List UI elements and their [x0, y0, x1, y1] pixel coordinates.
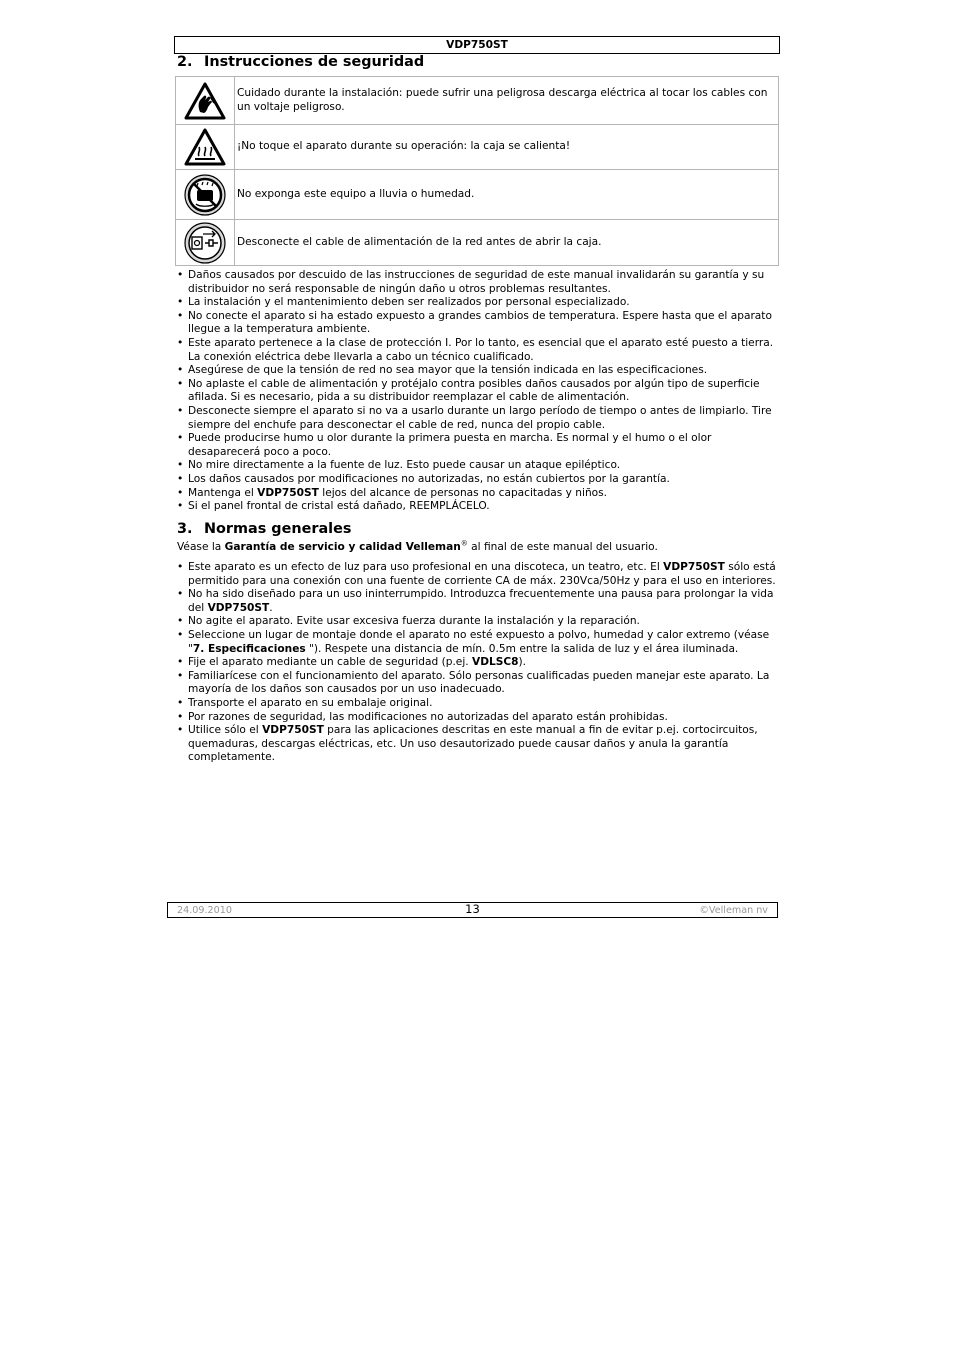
list-item: • Desconecte siempre el aparato si no va a usarlo durante un largo período de tiempo o antes de limpiarlo. Tire siempre del enchufe para desconectar el cable de red, nunca del propio cable. — [177, 405, 777, 432]
model-name: VDP750ST — [446, 39, 508, 51]
list-item: • Utilice sólo el VDP750ST para las aplicaciones descritas en este manual a fin de evitar p.ej. cortocircuitos, quemaduras, descargas eléctricas, etc. Un uso desautorizado puede causar daños y anula la garantía completamente. — [177, 724, 777, 765]
list-item: • No mire directamente a la fuente de luz. Esto puede causar un ataque epiléptico. — [177, 459, 777, 473]
warning-text: Desconecte el cable de alimentación de la red antes de abrir la caja. — [235, 220, 779, 266]
list-item: • Por razones de seguridad, las modificaciones no autorizadas del aparato están prohibidas. — [177, 711, 777, 725]
disconnect-power-icon — [176, 220, 235, 266]
list-item: • Familiarícese con el funcionamiento del aparato. Sólo personas cualificadas pueden manejar este aparato. La mayoría de los daños son causados por un uso inadecuado. — [177, 670, 777, 697]
general-rules-list — [177, 561, 777, 765]
warning-row — [176, 220, 779, 266]
document-header — [174, 36, 780, 54]
list-item: • La instalación y el mantenimiento deben ser realizados por personal especializado. — [177, 296, 777, 310]
warning-text: ¡No toque el aparato durante su operación: la caja se calienta! — [235, 125, 779, 170]
list-item: • No aplaste el cable de alimentación y protéjalo contra posibles daños causados por algún tipo de superficie afilada. Si es necesario, pida a su distribuidor reemplazar el cable de alimentación. — [177, 378, 777, 405]
list-item: • No ha sido diseñado para un uso ininterrumpido. Introduzca frecuentemente una pausa para prolongar la vida del VDP750ST. — [177, 588, 777, 615]
footer-date: 24.09.2010 — [177, 905, 232, 916]
list-item: • Mantenga el VDP750ST lejos del alcance de personas no capacitadas y niños. — [177, 487, 777, 501]
list-item: • Transporte el aparato en su embalaje original. — [177, 697, 777, 711]
section-3-title: 3. Normas generales — [177, 521, 352, 537]
list-item: • Fije el aparato mediante un cable de seguridad (p.ej. VDLSC8). — [177, 656, 777, 670]
list-item: • Asegúrese de que la tensión de red no sea mayor que la tensión indicada en las especificaciones. — [177, 364, 777, 378]
hot-surface-warning-icon — [176, 125, 235, 170]
list-item: • Puede producirse humo u olor durante la primera puesta en marcha. Es normal y el humo o el olor desaparecerá poco a poco. — [177, 432, 777, 459]
list-item: • Daños causados por descuido de las instrucciones de seguridad de este manual invalidarán su garantía y su distribuidor no será responsable de ningún daño u otros problemas resultantes. — [177, 269, 777, 296]
list-item: • Este aparato es un efecto de luz para uso profesional en una discoteca, un teatro, etc. El VDP750ST sólo está permitido para una conexión con una fuente de corriente CA de máx. 230Vca/50Hz y para el uso en interiores. — [177, 561, 777, 588]
list-item: • No agite el aparato. Evite usar excesiva fuerza durante la instalación y la reparación. — [177, 615, 777, 629]
no-rain-moisture-icon — [176, 170, 235, 220]
electric-shock-warning-icon — [176, 77, 235, 125]
safety-instructions-list — [177, 269, 777, 514]
document-footer — [167, 902, 778, 918]
list-item: • Este aparato pertenece a la clase de protección I. Por lo tanto, es esencial que el aparato esté puesto a tierra. La conexión eléctrica debe llevarla a cabo un técnico cualificado. — [177, 337, 777, 364]
warning-row — [176, 77, 779, 125]
warning-text: Cuidado durante la instalación: puede sufrir una peligrosa descarga eléctrica al tocar los cables con un voltaje peligroso. — [235, 77, 779, 125]
warning-text: No exponga este equipo a lluvia o humedad. — [235, 170, 779, 220]
warning-row — [176, 170, 779, 220]
safety-warnings-table — [175, 76, 779, 266]
list-item: • No conecte el aparato si ha estado expuesto a grandes cambios de temperatura. Espere hasta que el aparato llegue a la temperatura ambiente. — [177, 310, 777, 337]
list-item: • Si el panel frontal de cristal está dañado, REEMPLÁCELO. — [177, 500, 777, 514]
warning-row — [176, 125, 779, 170]
page-number: 13 — [465, 902, 480, 916]
warranty-note: Véase la Garantía de servicio y calidad Velleman® al final de este manual del usuario. — [177, 539, 658, 553]
section-2-title: 2. Instrucciones de seguridad — [177, 54, 425, 70]
list-item: • Seleccione un lugar de montaje donde el aparato no esté expuesto a polvo, humedad y calor extremo (véase "7. Especificaciones "). Respete una distancia de mín. 0.5m entre la salida de luz y el área iluminada. — [177, 629, 777, 656]
list-item: • Los daños causados por modificaciones no autorizadas, no están cubiertos por la garantía. — [177, 473, 777, 487]
footer-copyright: ©Velleman nv — [699, 905, 768, 916]
